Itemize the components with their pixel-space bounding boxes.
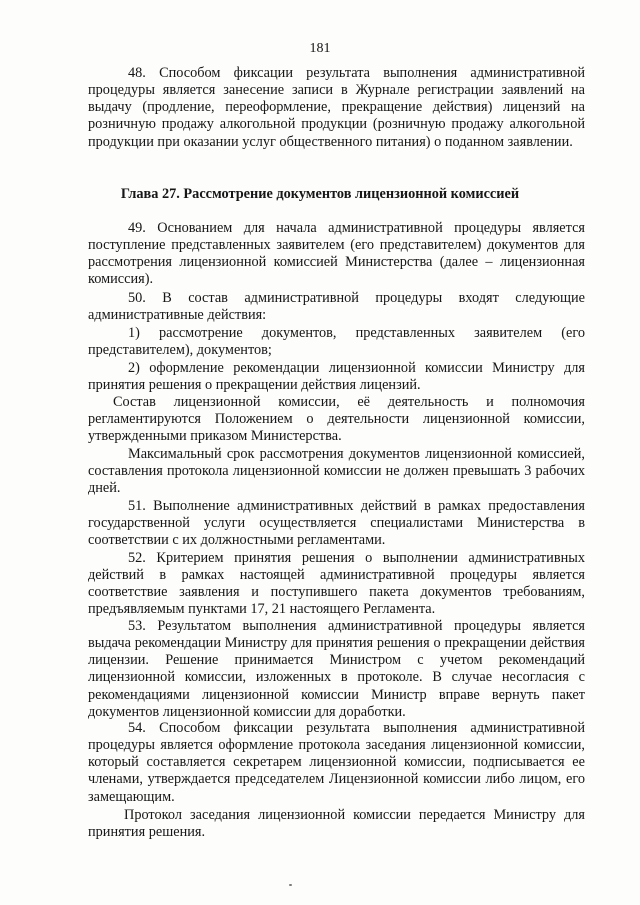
paragraph-commission-composition: Состав лицензионной комиссии, её деятельность и полномочия регламентируются Положением о деятельности лицензионной комиссии, утвержденными приказом Министерства. [88,394,585,445]
paragraph-48: 48. Способом фиксации результата выполнения административной процедуры является занесение записи в Журнале регистрации заявлений на выдачу (продление, переоформление, прекращение действия) лицензий на розничную продажу алкогольной продукции (розничную продажу алкогольной продукции при оказании услуг общественного питания) о поданном заявлении. [88,65,585,150]
paragraph-50-item-2: 2) оформление рекомендации лицензионной комиссии Министру для принятия решения о прекращении действия лицензий. [88,360,585,394]
paragraph-54: 54. Способом фиксации результата выполнения административной процедуры является оформление протокола заседания лицензионной комиссии, который составляется секретарем лицензионной комиссии, подписывается ее членами, утверждается председателем Лицензионной комиссии либо лицом, его замещающим. [88,720,585,805]
paragraph-protocol: Протокол заседания лицензионной комиссии передается Министру для принятия решения. [88,807,585,841]
paragraph-52: 52. Критерием принятия решения о выполнении административных действий в рамках настоящей административной процедуры является соответствие заявления и поступившего пакета документов требованиям, предъявляемым пунктами 17, 21 настоящего Регламента. [88,550,585,618]
paragraph-49: 49. Основанием для начала административной процедуры является поступление представленных заявителем (его представителем) документов для рассмотрения лицензионной комиссией Министерства (далее – лицензионная комиссия). [88,220,585,288]
scan-speck [289,884,292,886]
paragraph-53: 53. Результатом выполнения административной процедуры является выдача рекомендации Министру для принятия решения о прекращении действия лицензии. Решение принимается Министром с учетом рекомендаций лицензионной комиссии, изложенных в протоколе. В случае несогласия с рекомендациями лицензионной комиссии Министр вправе вернуть пакет документов лицензионной комиссии для доработки. [88,618,585,720]
paragraph-50-item-1: 1) рассмотрение документов, представленных заявителем (его представителем), документов; [88,325,585,359]
paragraph-51: 51. Выполнение административных действий в рамках предоставления государственной услуги осуществляется специалистами Министерства в соответствии с их должностными регламентами. [88,498,585,549]
chapter-heading: Глава 27. Рассмотрение документов лицензионной комиссией [120,186,520,202]
page-number: 181 [309,41,331,56]
paragraph-max-term: Максимальный срок рассмотрения документов лицензионной комиссией, составления протокола лицензионной комиссии не должен превышать 3 рабочих дней. [88,446,585,497]
paragraph-50: 50. В состав административной процедуры входят следующие административные действия: [88,290,585,324]
